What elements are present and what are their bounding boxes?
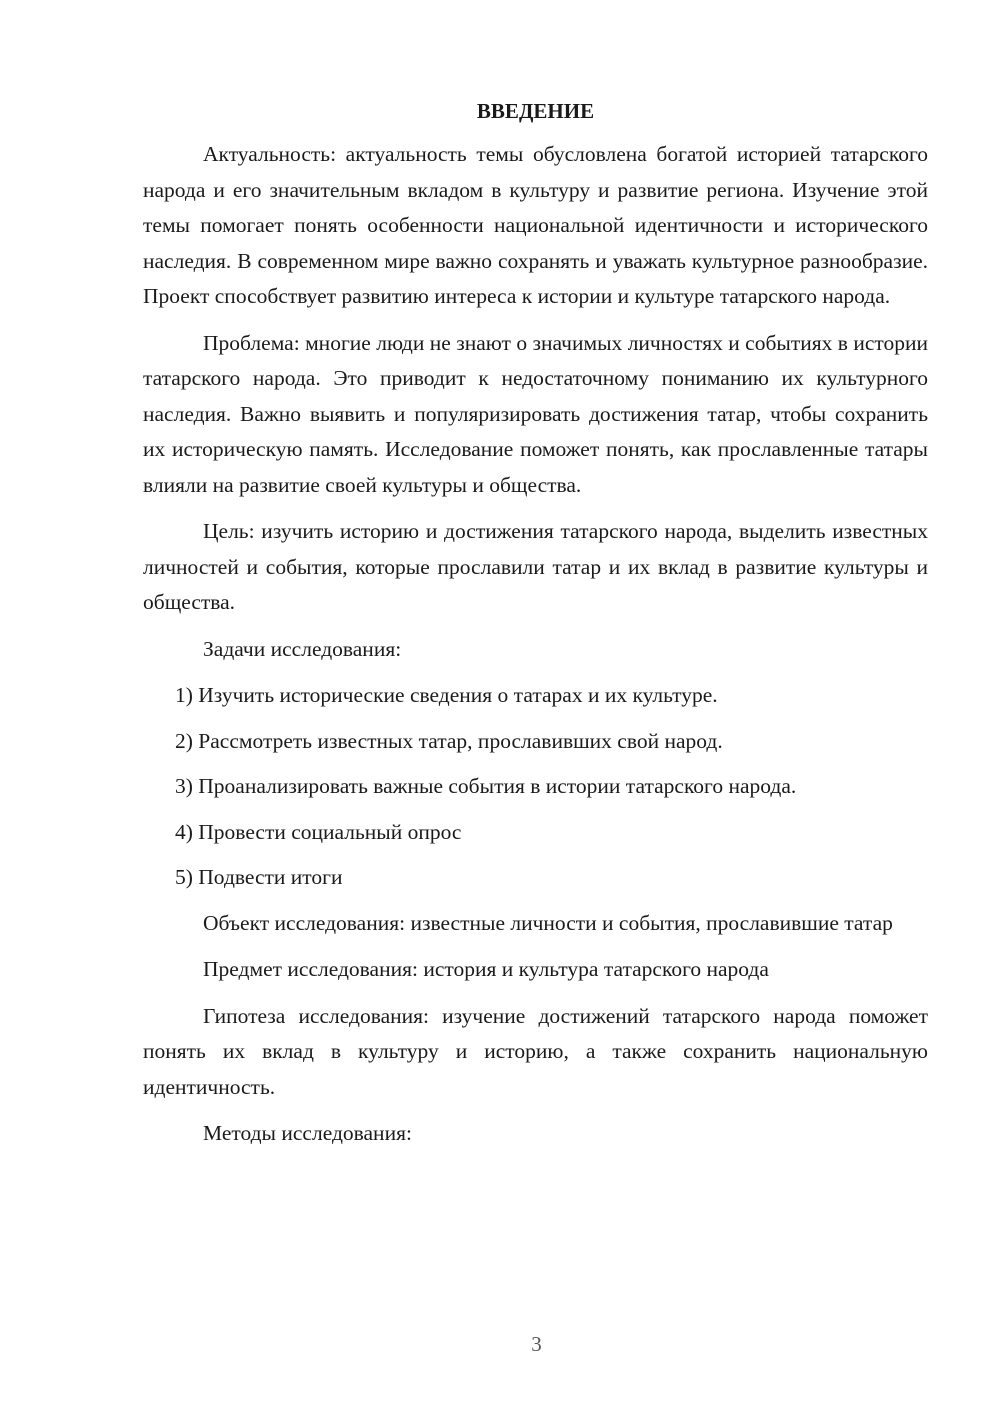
task-item: 1) Изучить исторические сведения о татарах и их культуре. <box>175 683 718 707</box>
page-content <box>143 94 928 1163</box>
relevance-paragraph: Актуальность: актуальность темы обусловлена богатой историей татарского народа и его значительным вкладом в культуру и развитие региона. Изучение этой темы помогает понять особенности национальной идентичности и исторического наследия. В современном мире важно сохранять и уважать культурное разнообразие. Проект способствует развитию интереса к истории и культуре татарского народа. <box>143 142 928 308</box>
page-title: ВВЕДЕНИЕ <box>476 99 595 123</box>
page-number: 3 <box>531 1332 542 1356</box>
problem-paragraph: Проблема: многие люди не знают о значимых личностях и событиях в истории татарского народа. Это приводит к недостаточному пониманию их культурного наследия. Важно выявить и популяризировать достижения татар, чтобы сохранить их историческую память. Исследование поможет понять, как прославленные татары влияли на развитие своей культуры и общества. <box>143 330 928 497</box>
research-subject-paragraph: Предмет исследования: история и культура татарского народа <box>203 957 769 981</box>
task-item: 4) Провести социальный опрос <box>175 819 462 844</box>
methods-heading: Методы исследования: <box>203 1121 412 1145</box>
research-object-paragraph: Объект исследования: известные личности и события, прославившие татар <box>203 910 893 935</box>
task-item: 3) Проанализировать важные события в истории татарского народа. <box>175 774 797 798</box>
task-item: 5) Подвести итоги <box>175 865 343 889</box>
tasks-heading: Задачи исследования: <box>203 636 402 661</box>
goal-paragraph: Цель: изучить историю и достижения татарского народа, выделить известных личностей и события, которые прославили татар и их вклад в развитие культуры и общества. <box>143 519 928 614</box>
hypothesis-paragraph: Гипотеза исследования: изучение достижений татарского народа поможет понять их вклад в культуру и историю, а также сохранить национальную идентичность. <box>143 1003 928 1099</box>
task-item: 2) Рассмотреть известных татар, прославивших свой народ. <box>175 728 723 753</box>
tasks-list <box>143 678 928 896</box>
